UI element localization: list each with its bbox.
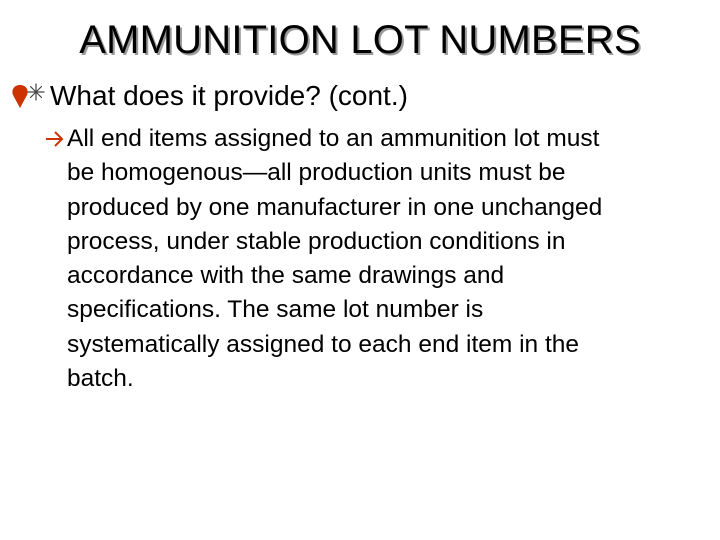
map-pin-star-icon	[8, 81, 48, 111]
bullet-item	[8, 80, 408, 112]
bullet-text: What does it provide? (cont.)	[50, 80, 408, 111]
slide-title: AMMUNITION LOT NUMBERS	[79, 18, 641, 62]
sub-bullet-line: specifications. The same lot number is	[67, 296, 484, 324]
sub-bullet-line: process, under stable production conditions in	[67, 227, 566, 255]
sub-bullet-line: be homogenous—all production units must be	[67, 159, 566, 187]
sub-bullet-line: batch.	[67, 365, 134, 393]
sub-bullet-line: systematically assigned to each end item in the	[67, 330, 580, 358]
sub-bullet-line: All end items assigned to an ammunition lot must	[67, 125, 600, 152]
sub-bullet-line: accordance with the same drawings and	[67, 262, 505, 290]
sub-bullet	[45, 122, 685, 396]
arrow-right-icon	[45, 122, 67, 156]
sub-bullet-line: produced by one manufacturer in one unchanged	[67, 193, 603, 221]
